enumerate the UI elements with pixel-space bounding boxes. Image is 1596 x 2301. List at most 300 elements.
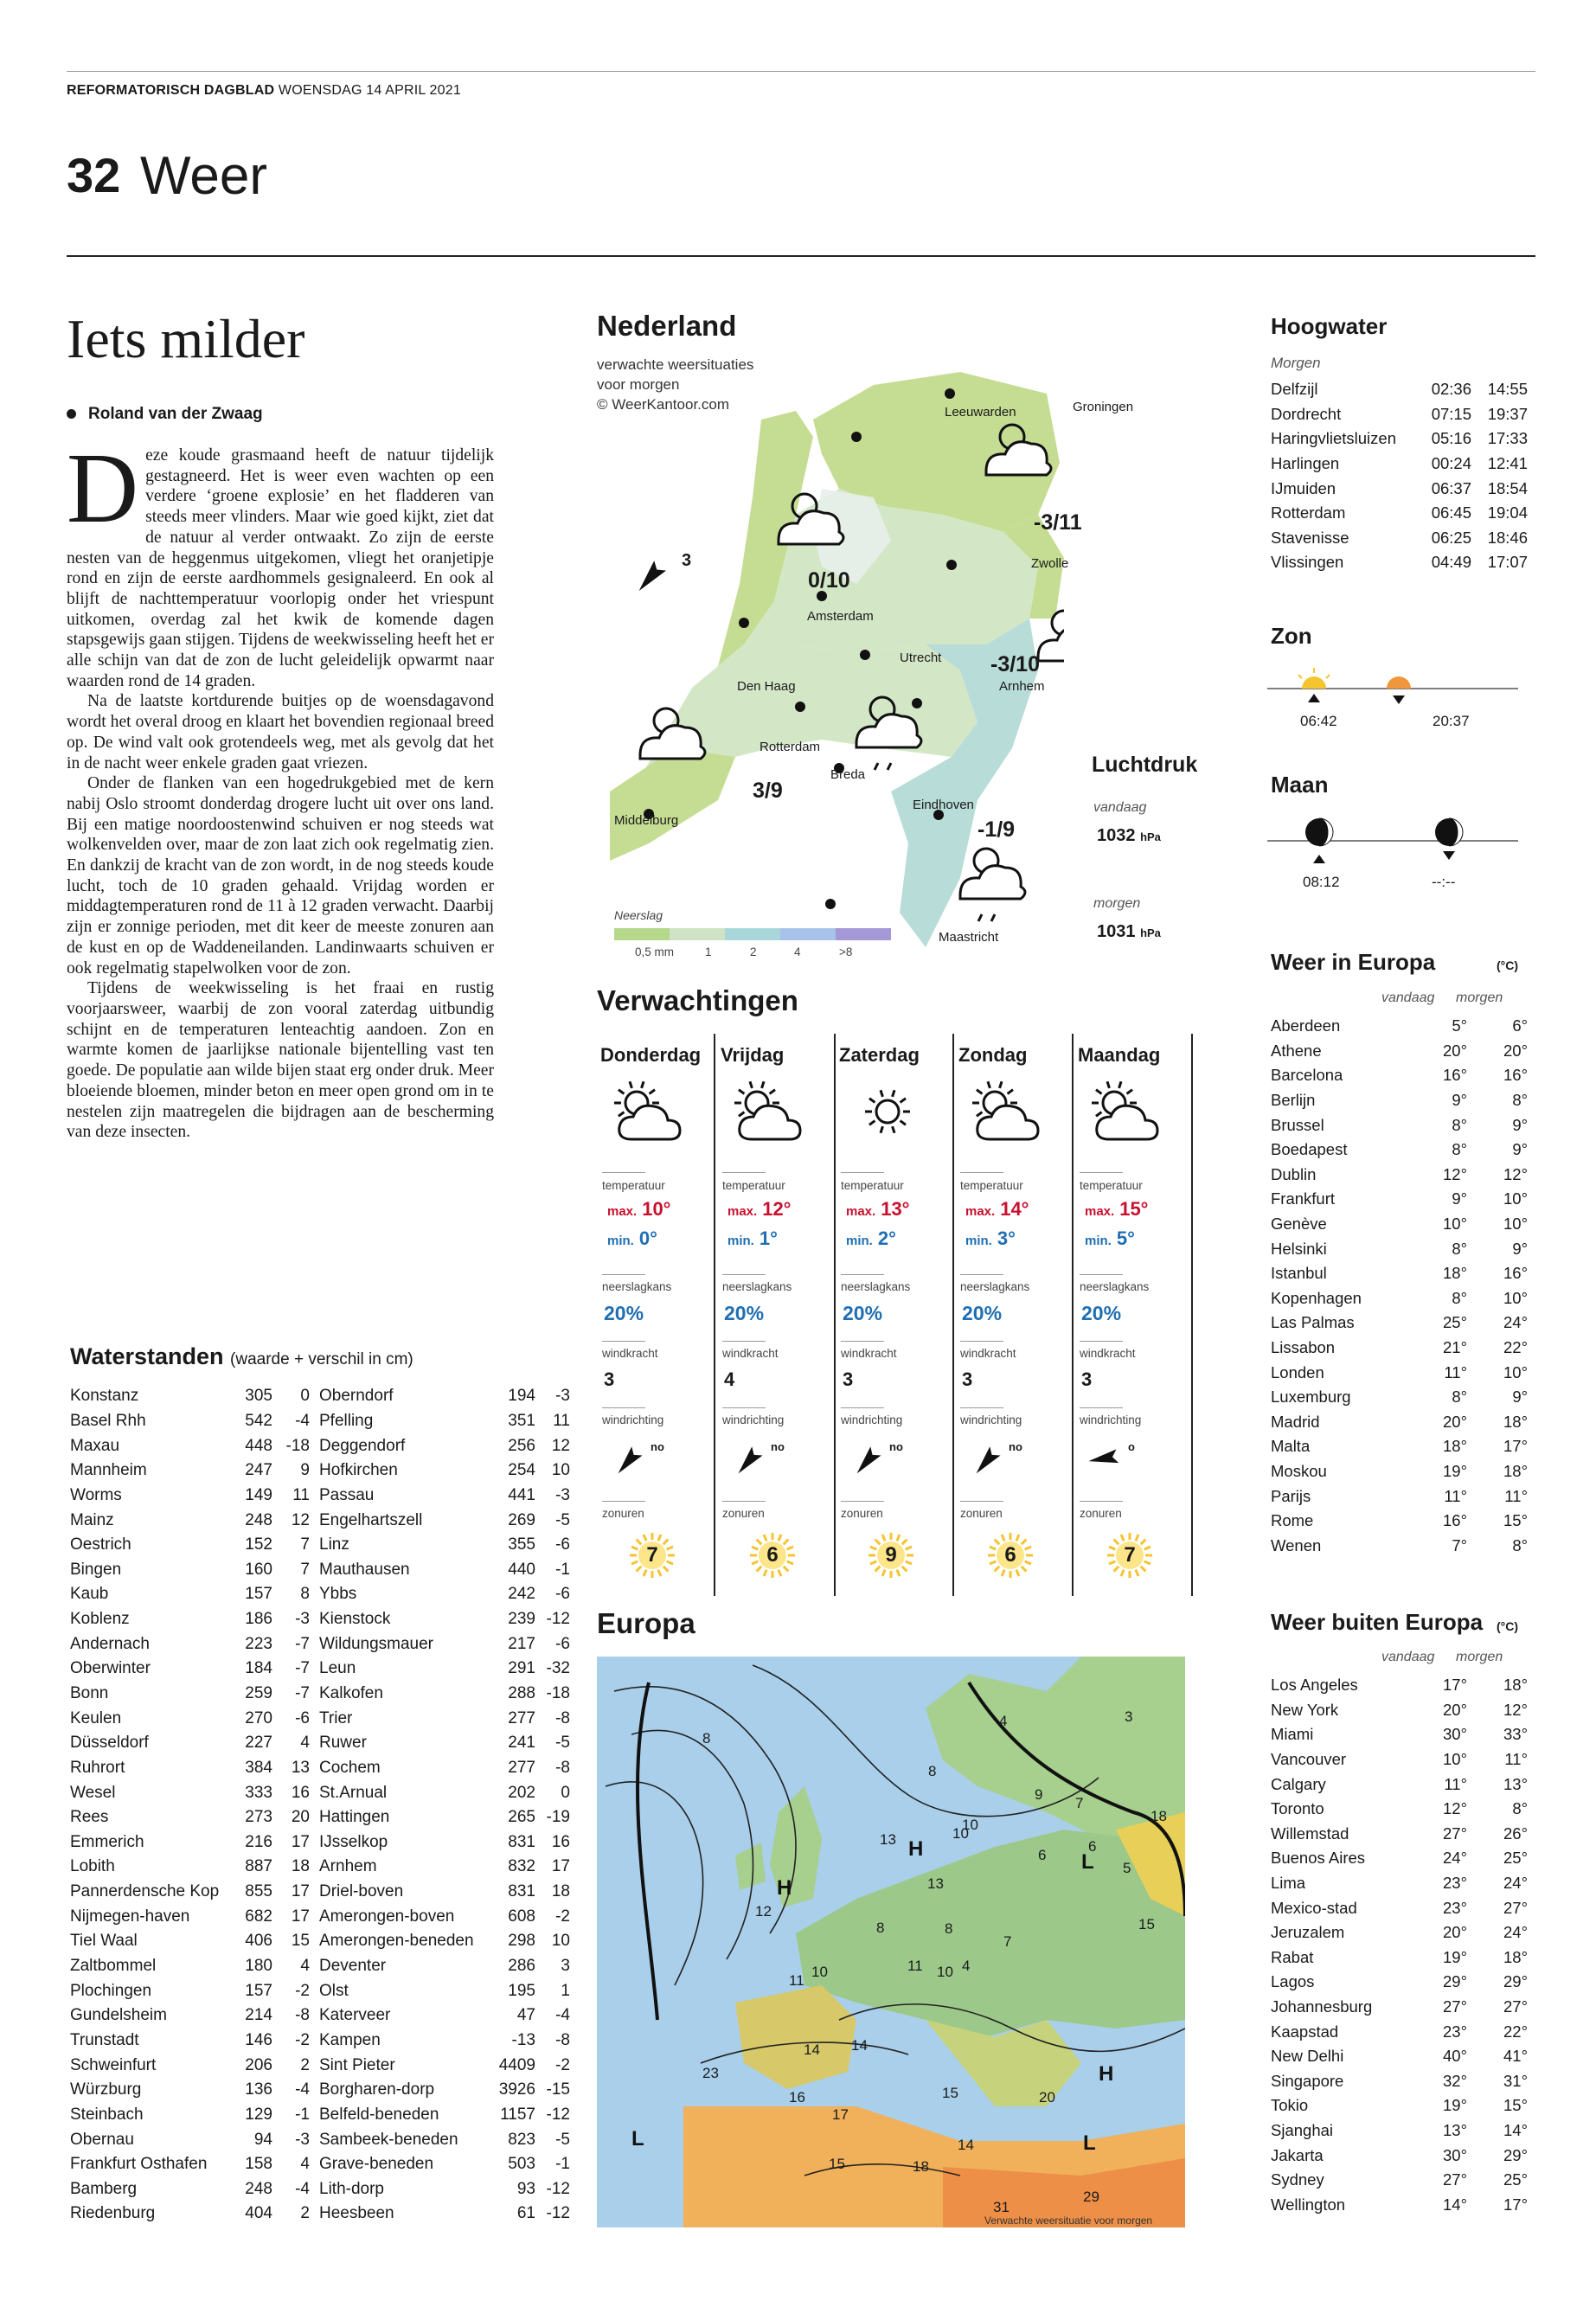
table-cell: 61 bbox=[516, 2204, 535, 2223]
table-cell: 0 bbox=[300, 1387, 310, 1406]
table-cell: 27° bbox=[1443, 1823, 1467, 1843]
europa-temp-label: 4 bbox=[999, 1713, 1008, 1729]
table-cell: Calgary bbox=[1271, 1774, 1326, 1793]
forecast-day-column bbox=[1074, 1034, 1193, 1596]
wind-direction-icon bbox=[606, 1433, 657, 1482]
table-cell: IJsselkop bbox=[319, 1832, 388, 1851]
divider bbox=[722, 1274, 766, 1275]
table-cell: Olst bbox=[319, 1981, 349, 2000]
table-cell: 8° bbox=[1512, 1091, 1528, 1110]
table-cell: 8° bbox=[1452, 1140, 1467, 1159]
moonset-icon bbox=[1435, 818, 1463, 860]
table-cell: 333 bbox=[245, 1783, 272, 1802]
table-cell: 16° bbox=[1503, 1264, 1528, 1283]
sun-cloud-rain-icon bbox=[960, 849, 1025, 921]
table-cell: 31° bbox=[1503, 2071, 1528, 2090]
table-cell: 227 bbox=[245, 1734, 272, 1753]
sun-hours: 9 bbox=[885, 1543, 897, 1567]
table-cell: 12° bbox=[1503, 1164, 1528, 1183]
forecast-icon bbox=[726, 1077, 812, 1150]
subtitle-line: voor morgen bbox=[597, 376, 680, 393]
copyright: © WeerKantoor.com bbox=[597, 396, 729, 413]
legend-swatch bbox=[780, 928, 836, 940]
wind-direction-text: no bbox=[651, 1440, 664, 1453]
table-row bbox=[319, 1978, 570, 2003]
table-cell: 351 bbox=[508, 1411, 535, 1430]
table-cell: Oestrich bbox=[70, 1535, 131, 1554]
table-cell: 157 bbox=[245, 1585, 272, 1604]
table-cell: 1157 bbox=[500, 2105, 535, 2124]
europa-temp-label: 10 bbox=[952, 1825, 969, 1842]
hoogwater-title: Hoogwater bbox=[1271, 313, 1388, 339]
forecast-icon bbox=[606, 1077, 692, 1150]
city-label: Amsterdam bbox=[807, 609, 874, 624]
table-row bbox=[70, 1731, 310, 1756]
table-cell: Amerongen-beneden bbox=[319, 1932, 474, 1951]
table-cell: Singapore bbox=[1271, 2071, 1344, 2090]
table-cell: 12:41 bbox=[1487, 454, 1528, 473]
table-cell: -2 bbox=[295, 1981, 310, 2000]
table-row bbox=[319, 1557, 570, 1582]
table-cell: 94 bbox=[253, 2130, 272, 2149]
min-temp bbox=[727, 1227, 778, 1250]
table-cell: Grave-beneden bbox=[319, 2155, 434, 2174]
table-row bbox=[1271, 1014, 1528, 1039]
sun-cloud-icon bbox=[964, 1077, 1050, 1146]
table-cell: 24° bbox=[1503, 1923, 1528, 1942]
table-cell: 5° bbox=[1452, 1016, 1467, 1035]
map-temp-north: -3/11 bbox=[1034, 510, 1082, 535]
europa-temp-label: 3 bbox=[1125, 1708, 1133, 1725]
table-cell: 259 bbox=[245, 1684, 272, 1702]
table-cell: Deggendorf bbox=[319, 1436, 406, 1455]
wind-force-label: windkracht bbox=[602, 1347, 658, 1360]
table-cell: -19 bbox=[546, 1808, 570, 1827]
sun-cloud-icon bbox=[726, 1077, 812, 1146]
waterstanden-subtitle: (waarde + verschil in cm) bbox=[230, 1350, 413, 1368]
table-row bbox=[1271, 452, 1528, 477]
table-cell: 291 bbox=[508, 1659, 535, 1678]
table-cell: 384 bbox=[245, 1758, 272, 1777]
table-row bbox=[1271, 1138, 1528, 1163]
table-cell: Tokio bbox=[1271, 2096, 1309, 2115]
table-cell: 20 bbox=[291, 1808, 310, 1827]
table-cell: Katerveer bbox=[319, 2006, 391, 2025]
table-cell: IJmuiden bbox=[1271, 478, 1336, 497]
wind-force: 3 bbox=[843, 1368, 854, 1390]
table-row bbox=[1271, 1509, 1528, 1534]
table-cell: 160 bbox=[245, 1560, 272, 1579]
max-temp bbox=[846, 1198, 909, 1221]
max-label: max. bbox=[727, 1204, 758, 1219]
max-temp bbox=[607, 1198, 670, 1221]
wind-direction-label: windrichting bbox=[1080, 1413, 1142, 1426]
table-cell: 8° bbox=[1452, 1239, 1467, 1258]
divider bbox=[722, 1172, 766, 1173]
city-label: Den Haag bbox=[737, 679, 796, 694]
max-value: 10° bbox=[642, 1198, 671, 1220]
europa-temp-label: 14 bbox=[958, 2137, 974, 2153]
table-cell: 17 bbox=[291, 1907, 310, 1926]
table-cell: 18 bbox=[551, 1882, 570, 1901]
table-cell: 12 bbox=[291, 1510, 310, 1529]
table-cell: -2 bbox=[555, 2055, 570, 2074]
wind-direction-text: no bbox=[771, 1440, 785, 1453]
table-cell: Düsseldorf bbox=[70, 1734, 149, 1753]
table-row bbox=[1271, 1286, 1528, 1311]
europa-temp-label: 6 bbox=[1038, 1847, 1047, 1863]
table-cell: 06:45 bbox=[1431, 503, 1471, 522]
europa-temp-label: 12 bbox=[755, 1903, 772, 1920]
table-cell: 15° bbox=[1503, 1511, 1528, 1530]
table-cell: Frankfurt Osthafen bbox=[70, 2155, 208, 2174]
divider bbox=[722, 1501, 766, 1502]
forecast-day-column bbox=[717, 1034, 836, 1596]
wind-direction-icon bbox=[844, 1433, 896, 1482]
table-cell: Koblenz bbox=[70, 1610, 130, 1629]
table-row bbox=[319, 2103, 570, 2128]
table-cell: 406 bbox=[245, 1932, 272, 1951]
europa-temp-label: 10 bbox=[811, 1964, 828, 1980]
buiten-col-today: vandaag bbox=[1381, 1650, 1435, 1664]
city-label: Maastricht bbox=[939, 930, 999, 945]
table-cell: -4 bbox=[295, 2080, 310, 2099]
table-row bbox=[1271, 1895, 1528, 1920]
table-row bbox=[1271, 1822, 1528, 1847]
table-cell: -12 bbox=[546, 1610, 570, 1629]
table-cell: Barcelona bbox=[1271, 1066, 1343, 1085]
europa-temp-label: 8 bbox=[928, 1763, 937, 1779]
table-cell: -6 bbox=[555, 1535, 570, 1554]
forecast-icon bbox=[844, 1077, 931, 1150]
pressure-today bbox=[1097, 826, 1161, 846]
table-cell: 8° bbox=[1452, 1115, 1467, 1134]
table-row bbox=[319, 2003, 570, 2029]
sunset-time: 20:37 bbox=[1433, 713, 1470, 729]
table-row bbox=[70, 1433, 310, 1458]
table-row bbox=[1271, 1063, 1528, 1088]
table-row bbox=[70, 2003, 310, 2029]
table-cell: 12° bbox=[1443, 1164, 1467, 1183]
table-cell: Boedapest bbox=[1271, 1140, 1348, 1159]
table-cell: 10° bbox=[1503, 1215, 1528, 1234]
max-value: 15° bbox=[1119, 1198, 1149, 1220]
table-row bbox=[319, 1880, 570, 1905]
table-cell: 441 bbox=[508, 1485, 535, 1504]
table-cell: 152 bbox=[245, 1535, 272, 1554]
divider bbox=[1080, 1274, 1123, 1275]
table-cell: -6 bbox=[555, 1634, 570, 1653]
table-row bbox=[319, 2152, 570, 2177]
table-cell: 855 bbox=[245, 1882, 272, 1901]
table-cell: 23° bbox=[1443, 1898, 1467, 1917]
table-row bbox=[1271, 1236, 1528, 1261]
table-cell: 06:25 bbox=[1431, 528, 1471, 547]
table-cell: 10 bbox=[551, 1461, 570, 1480]
table-cell: -3 bbox=[555, 1485, 570, 1504]
table-cell: 8° bbox=[1452, 1288, 1467, 1307]
table-cell: 27° bbox=[1503, 1898, 1528, 1917]
rain-label: neerslagkans bbox=[722, 1280, 792, 1293]
table-cell: 27° bbox=[1503, 1997, 1528, 2016]
table-cell: 440 bbox=[508, 1560, 535, 1579]
table-cell: 93 bbox=[516, 2179, 535, 2198]
forecast-day-name: Vrijdag bbox=[721, 1044, 785, 1066]
table-cell: -8 bbox=[555, 1758, 570, 1777]
rain-label: neerslagkans bbox=[602, 1280, 672, 1293]
europa-temp-label: 15 bbox=[942, 2085, 958, 2101]
table-row bbox=[1271, 1360, 1528, 1385]
divider bbox=[841, 1274, 884, 1275]
table-cell: Aberdeen bbox=[1271, 1016, 1341, 1035]
table-cell: Wenen bbox=[1271, 1535, 1322, 1554]
table-cell: -2 bbox=[555, 1907, 570, 1926]
europa-temp-label: 13 bbox=[880, 1831, 896, 1848]
table-cell: Kalkofen bbox=[319, 1684, 383, 1702]
table-cell: 136 bbox=[245, 2080, 272, 2099]
table-cell: Heesbeen bbox=[319, 2204, 394, 2223]
forecast-day-name: Maandag bbox=[1078, 1044, 1161, 1066]
table-row bbox=[70, 1484, 310, 1509]
city-label: Utrecht bbox=[900, 651, 942, 665]
table-cell: 25° bbox=[1503, 2170, 1528, 2189]
table-cell: -4 bbox=[555, 2006, 570, 2025]
table-cell: 24° bbox=[1503, 1874, 1528, 1893]
max-label: max. bbox=[846, 1204, 876, 1219]
wind-force-label: windkracht bbox=[722, 1347, 779, 1360]
table-row bbox=[70, 1657, 310, 1682]
table-cell: -5 bbox=[555, 2130, 570, 2149]
article-paragraph: Tijdens de weekwisseling is het fraai en rustig voorjaarsweer, waarbij de zon vooral zaterdag uitbundig schijnt en de temperaturen lenteachtig aandoen. Zon en warmte komen de jaarlijkse nationale bijentelling vast ten goede. De populatie aan wilde bijen staat erg onder druk. Meer bloeiende bloemen, minder beton en meer open grond om in te nestelen zijn maatregelen die bijdragen aan de bescherming van deze insecten. bbox=[67, 979, 494, 1142]
pressure-unit: hPa bbox=[1140, 926, 1161, 939]
table-cell: 13 bbox=[291, 1758, 310, 1777]
europa-temp-label: 18 bbox=[913, 2158, 929, 2175]
table-cell: 17° bbox=[1503, 2195, 1528, 2214]
table-row bbox=[1271, 1533, 1528, 1558]
table-cell: Mainz bbox=[70, 1510, 114, 1529]
table-cell: Kaapstad bbox=[1271, 2022, 1339, 2041]
table-row bbox=[1271, 2069, 1528, 2094]
table-row bbox=[1271, 1698, 1528, 1723]
rain-chance: 20% bbox=[604, 1302, 644, 1324]
europa-temp-label: 29 bbox=[1083, 2189, 1099, 2205]
table-cell: 823 bbox=[508, 2130, 535, 2149]
table-row bbox=[1271, 550, 1528, 575]
article-paragraph bbox=[67, 433, 494, 691]
table-cell: Buenos Aires bbox=[1271, 1849, 1366, 1868]
europa-temp-label: 8 bbox=[702, 1730, 711, 1747]
table-row bbox=[319, 2202, 570, 2227]
table-row bbox=[319, 1682, 570, 1707]
table-cell: Wesel bbox=[70, 1783, 116, 1802]
table-row bbox=[70, 1384, 310, 1409]
sunrise-icon bbox=[1298, 668, 1330, 702]
buiten-col-tomorrow: morgen bbox=[1456, 1650, 1503, 1664]
max-label: max. bbox=[1085, 1204, 1115, 1219]
table-row bbox=[1271, 1410, 1528, 1435]
low-pressure-label: L bbox=[1081, 1850, 1094, 1874]
table-cell: Hofkirchen bbox=[319, 1461, 398, 1480]
table-cell: 12° bbox=[1503, 1700, 1528, 1719]
table-row bbox=[1271, 402, 1528, 427]
europa-temp-label: 4 bbox=[962, 1958, 971, 1974]
article-headline: Iets milder bbox=[67, 308, 305, 369]
table-cell: Kaub bbox=[70, 1585, 109, 1604]
table-row bbox=[1271, 1722, 1528, 1747]
table-row bbox=[70, 2053, 310, 2078]
weer-buiten-title: Weer buiten Europa bbox=[1271, 1609, 1484, 1635]
table-row bbox=[70, 1682, 310, 1707]
table-cell: 06:37 bbox=[1431, 478, 1471, 497]
table-cell: 254 bbox=[508, 1461, 535, 1480]
city-label: Zwolle bbox=[1031, 556, 1069, 571]
table-cell: Lith-dorp bbox=[319, 2179, 384, 2198]
table-cell: 157 bbox=[245, 1981, 272, 2000]
hoogwater-table bbox=[1271, 377, 1528, 575]
table-cell: 206 bbox=[245, 2055, 272, 2074]
table-cell: 3 bbox=[561, 1957, 570, 1976]
table-cell: Driel-boven bbox=[319, 1882, 404, 1901]
table-cell: Bonn bbox=[70, 1684, 109, 1702]
min-label: min. bbox=[607, 1234, 634, 1248]
city-label: Middelburg bbox=[614, 813, 679, 828]
table-cell: 11° bbox=[1504, 1750, 1528, 1769]
table-cell: Frankfurt bbox=[1271, 1189, 1336, 1208]
table-cell: Amerongen-boven bbox=[319, 1907, 455, 1926]
divider bbox=[841, 1172, 884, 1173]
moonrise-icon bbox=[1305, 818, 1333, 863]
europa-map-caption: Verwachte weersituatie voor morgen bbox=[984, 2214, 1153, 2227]
min-label: min. bbox=[965, 1234, 992, 1248]
table-row bbox=[1271, 1920, 1528, 1945]
table-cell: -7 bbox=[295, 1634, 310, 1653]
table-cell: Trunstadt bbox=[70, 2030, 139, 2049]
table-cell: 404 bbox=[245, 2204, 272, 2223]
table-row bbox=[70, 1557, 310, 1582]
table-cell: 184 bbox=[245, 1659, 272, 1678]
table-cell: Dordrecht bbox=[1271, 404, 1342, 423]
paragraph-text: eze koude grasmaand heeft de natuur tijdelijk gestagneerd. Het is weer even wachten op een verdere ‘groene explosie’ en het fladderen van steeds meer vlinders. Maar wie goed kijkt, ziet dat de natuur al verder ontwaakt. Zo zijn de eerste nesten van de heggenmus uitgekomen, vliegt het oranjetipje rond en zijn de eerste aardhommels gesignaleerd. En ook al blijft de nachttemperatuur voorlopig onder het vriespunt uitkomen, overdag zal het kwik de komende dagen stapsgewijs gaan stijgen. Tijdens de weekwisseling heeft het er alle schijn van dat de zon de lucht geleidelijk opwarmt naar waarden rond de 14 graden. bbox=[67, 446, 494, 690]
table-cell: Leun bbox=[319, 1659, 356, 1678]
table-row bbox=[1271, 1163, 1528, 1188]
weer-buiten-unit: (°C) bbox=[1497, 1619, 1519, 1633]
table-cell: 17:33 bbox=[1487, 429, 1528, 448]
table-row bbox=[70, 2103, 310, 2128]
table-cell: New Delhi bbox=[1271, 2047, 1344, 2066]
table-cell: Ruwer bbox=[319, 1734, 367, 1753]
table-cell: 10° bbox=[1503, 1288, 1528, 1307]
europa-temp-label: 17 bbox=[832, 2106, 849, 2123]
table-row bbox=[70, 1607, 310, 1632]
weer-europa-unit: (°C) bbox=[1497, 958, 1519, 972]
europa-temp-label: 8 bbox=[945, 1920, 953, 1937]
header-rule bbox=[67, 255, 1535, 257]
article-paragraph: Onder de flanken van een hogedrukgebied met de kern nabij Oslo stroomt donderdag drogere lucht uit over ons land. Bij een matige noordoostenwind schuiven er nog steeds wat wolkenvelden over, maar de zon laat zich ook regelmatig zien. En dankzij de kracht van de zon wordt, in de nog steeds koude lucht, toch de 10 graden gehaald. Vrijdag worden er middagtemperaturen rond de 11 à 12 graden verwacht. Daarbij zijn er zonnige perioden, met dit keer de meeste zonuren aan de kust en op de Waddeneilanden. Landinwaarts schuiven er ook regelmatig stapelwolken voor de zon. bbox=[67, 774, 494, 977]
table-row bbox=[319, 2029, 570, 2054]
table-cell: 194 bbox=[508, 1387, 535, 1406]
table-row bbox=[1271, 2044, 1528, 2069]
table-cell: 158 bbox=[245, 2155, 272, 2174]
table-cell: 17 bbox=[291, 1882, 310, 1901]
table-row bbox=[70, 2127, 310, 2152]
table-cell: 10° bbox=[1503, 1189, 1528, 1208]
table-cell: Willemstad bbox=[1271, 1823, 1349, 1843]
legend-swatch bbox=[614, 928, 670, 940]
table-cell: Keulen bbox=[70, 1708, 122, 1727]
europa-temp-label: 31 bbox=[993, 2199, 1010, 2215]
table-row bbox=[319, 1830, 570, 1856]
table-cell: 17 bbox=[291, 1832, 310, 1851]
table-row bbox=[70, 1954, 310, 1979]
table-cell: Cochem bbox=[319, 1758, 381, 1777]
table-cell: -13 bbox=[511, 2030, 535, 2049]
table-cell: 11 bbox=[553, 1411, 570, 1430]
table-cell: -32 bbox=[546, 1659, 570, 1678]
table-row bbox=[1271, 2143, 1528, 2168]
table-row bbox=[70, 2177, 310, 2202]
table-cell: 04:49 bbox=[1431, 553, 1471, 572]
table-cell: 20° bbox=[1443, 1923, 1467, 1942]
moonrise-time: 08:12 bbox=[1303, 874, 1340, 890]
map-zeeland bbox=[610, 748, 735, 861]
table-cell: 448 bbox=[245, 1436, 272, 1455]
table-cell: 20° bbox=[1443, 1412, 1467, 1431]
table-cell: 10° bbox=[1443, 1215, 1467, 1234]
zon-title: Zon bbox=[1271, 623, 1312, 649]
table-row bbox=[70, 1533, 310, 1558]
map-temp-west: 0/10 bbox=[808, 568, 850, 593]
weer-buiten-table bbox=[1271, 1673, 1528, 2217]
table-cell: Wildungsmauer bbox=[319, 1634, 433, 1653]
divider bbox=[960, 1407, 1003, 1408]
wind-force-label: windkracht bbox=[960, 1347, 1016, 1360]
table-cell: -7 bbox=[295, 1659, 310, 1678]
table-cell: Genève bbox=[1271, 1215, 1327, 1234]
sun-cloud-icon bbox=[1083, 1077, 1170, 1146]
table-cell: Kopenhagen bbox=[1271, 1288, 1362, 1307]
city-label: Eindhoven bbox=[913, 798, 974, 812]
temp-label: temperatuur bbox=[602, 1179, 665, 1192]
table-cell: Istanbul bbox=[1271, 1264, 1327, 1283]
table-cell: 2 bbox=[300, 2204, 310, 2223]
forecast-day-name: Zaterdag bbox=[839, 1044, 920, 1066]
sun-hours-label: zonuren bbox=[602, 1507, 644, 1520]
wind-direction-label: windrichting bbox=[841, 1413, 903, 1426]
table-row bbox=[1271, 377, 1528, 402]
europa-temp-label: 11 bbox=[907, 1958, 923, 1974]
masthead bbox=[67, 83, 461, 99]
legend-label: >8 bbox=[839, 945, 853, 958]
city-label: Leeuwarden bbox=[945, 405, 1016, 420]
table-cell: Kienstock bbox=[319, 1610, 391, 1629]
europa-temp-label: 10 bbox=[962, 1817, 978, 1833]
table-cell: Plochingen bbox=[70, 1981, 152, 2000]
paper-date: WOENSDAG 14 APRIL 2021 bbox=[278, 83, 461, 98]
forecast-day-column bbox=[597, 1034, 715, 1596]
table-cell: Rotterdam bbox=[1271, 503, 1346, 522]
divider bbox=[722, 1407, 766, 1408]
city-label: Breda bbox=[830, 767, 866, 782]
table-cell: Sint Pieter bbox=[319, 2055, 395, 2074]
table-row bbox=[70, 1978, 310, 2003]
city-label: Groningen bbox=[1073, 400, 1134, 414]
table-cell: 10° bbox=[1503, 1362, 1528, 1381]
table-cell: 7 bbox=[300, 1535, 310, 1554]
table-cell: 41° bbox=[1503, 2047, 1528, 2066]
table-cell: Belfeld-beneden bbox=[319, 2105, 439, 2124]
table-cell: 186 bbox=[245, 1610, 272, 1629]
europa-temp-label: 13 bbox=[927, 1875, 944, 1892]
